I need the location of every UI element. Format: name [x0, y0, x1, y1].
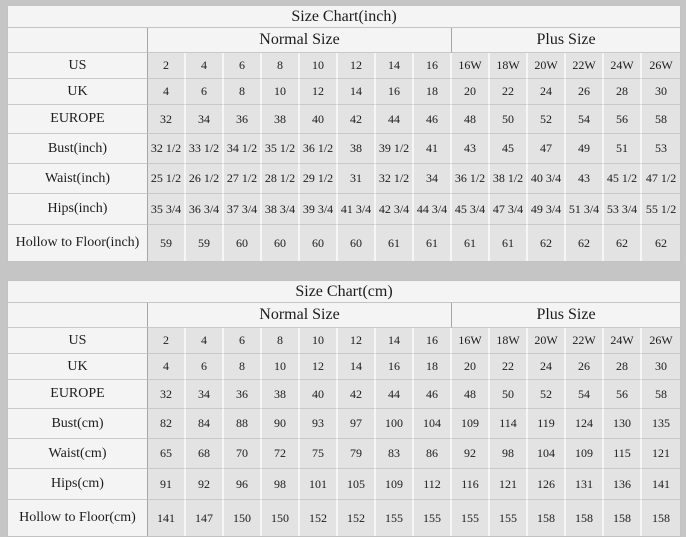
size-cell: 62	[566, 225, 604, 261]
size-cell: 20	[452, 79, 490, 105]
corner-cell	[8, 28, 148, 53]
size-cell: 79	[338, 439, 376, 469]
size-cell: 97	[338, 409, 376, 439]
size-cell: 39 1/2	[376, 134, 414, 164]
size-cell: 96	[224, 469, 262, 500]
size-cell: 20W	[528, 328, 566, 354]
size-cell: 152	[338, 500, 376, 536]
size-cell: 155	[452, 500, 490, 536]
size-cell: 136	[604, 469, 642, 500]
size-cell: 124	[566, 409, 604, 439]
size-cell: 52	[528, 105, 566, 134]
table-row	[8, 194, 680, 225]
table-row	[8, 500, 680, 536]
size-cell: 24	[528, 79, 566, 105]
size-cell: 41	[414, 134, 452, 164]
size-cell: 54	[566, 380, 604, 409]
size-cell: 105	[338, 469, 376, 500]
size-cell: 61	[452, 225, 490, 261]
normal-size-header: Normal Size	[148, 28, 452, 53]
size-cell: 34	[186, 105, 224, 134]
size-cell: 121	[490, 469, 528, 500]
size-cell: 82	[148, 409, 186, 439]
corner-cell	[8, 303, 148, 328]
size-cell: 35 3/4	[148, 194, 186, 225]
size-cell: 43	[566, 164, 604, 194]
size-cell: 6	[186, 79, 224, 105]
size-cell: 26	[566, 354, 604, 380]
size-cell: 56	[604, 380, 642, 409]
size-cell: 90	[262, 409, 300, 439]
size-cell: 92	[452, 439, 490, 469]
plus-size-header: Plus Size	[452, 28, 680, 53]
row-label: Waist(inch)	[8, 164, 148, 194]
size-cell: 45 3/4	[452, 194, 490, 225]
size-cell: 60	[262, 225, 300, 261]
size-cell: 40	[300, 380, 338, 409]
size-cell: 121	[642, 439, 680, 469]
size-cell: 116	[452, 469, 490, 500]
table-title-row	[8, 281, 680, 303]
size-cell: 46	[414, 105, 452, 134]
table-row	[8, 164, 680, 194]
size-cell: 8	[224, 354, 262, 380]
size-cell: 92	[186, 469, 224, 500]
size-cell: 61	[490, 225, 528, 261]
size-cell: 44	[376, 105, 414, 134]
size-cell: 24	[528, 354, 566, 380]
size-cell: 22W	[566, 53, 604, 79]
size-cell: 75	[300, 439, 338, 469]
size-cell: 126	[528, 469, 566, 500]
size-cell: 16W	[452, 328, 490, 354]
size-cell: 36	[224, 380, 262, 409]
size-cell: 158	[642, 500, 680, 536]
size-cell: 33 1/2	[186, 134, 224, 164]
size-cell: 14	[376, 53, 414, 79]
size-cell: 16	[414, 53, 452, 79]
size-cell: 43	[452, 134, 490, 164]
size-cell: 45	[490, 134, 528, 164]
size-cell: 155	[414, 500, 452, 536]
size-cell: 44 3/4	[414, 194, 452, 225]
size-cell: 12	[338, 328, 376, 354]
size-cell: 32	[148, 105, 186, 134]
size-cell: 6	[186, 354, 224, 380]
size-cell: 58	[642, 105, 680, 134]
size-cell: 50	[490, 105, 528, 134]
size-cell: 56	[604, 105, 642, 134]
size-cell: 42 3/4	[376, 194, 414, 225]
size-cell: 12	[338, 53, 376, 79]
size-cell: 29 1/2	[300, 164, 338, 194]
size-cell: 18	[414, 79, 452, 105]
table-title-row	[8, 6, 680, 28]
table-row	[8, 469, 680, 500]
size-cell: 61	[414, 225, 452, 261]
size-cell: 150	[262, 500, 300, 536]
size-cell: 155	[490, 500, 528, 536]
size-cell: 12	[300, 354, 338, 380]
size-cell: 8	[262, 328, 300, 354]
size-cell: 114	[490, 409, 528, 439]
size-cell: 98	[262, 469, 300, 500]
size-cell: 46	[414, 380, 452, 409]
size-cell: 38 1/2	[490, 164, 528, 194]
size-cell: 158	[566, 500, 604, 536]
size-cell: 51	[604, 134, 642, 164]
size-cell: 38	[262, 380, 300, 409]
row-label: Hips(cm)	[8, 469, 148, 500]
plus-size-header: Plus Size	[452, 303, 680, 328]
size-cell: 104	[528, 439, 566, 469]
size-cell: 51 3/4	[566, 194, 604, 225]
size-cell: 60	[300, 225, 338, 261]
size-cell: 4	[148, 79, 186, 105]
table-row	[8, 134, 680, 164]
size-cell: 41 3/4	[338, 194, 376, 225]
size-cell: 8	[224, 79, 262, 105]
normal-size-header: Normal Size	[148, 303, 452, 328]
size-cell: 38 3/4	[262, 194, 300, 225]
row-label: Waist(cm)	[8, 439, 148, 469]
row-label: UK	[8, 79, 148, 105]
table-row	[8, 225, 680, 261]
size-cell: 91	[148, 469, 186, 500]
size-cell: 18	[414, 354, 452, 380]
size-cell: 72	[262, 439, 300, 469]
size-cell: 30	[642, 354, 680, 380]
size-chart-cm-table	[7, 280, 681, 537]
row-label: Hollow to Floor(inch)	[8, 225, 148, 261]
size-cell: 109	[376, 469, 414, 500]
size-cell: 131	[566, 469, 604, 500]
size-cell: 115	[604, 439, 642, 469]
size-cell: 109	[566, 439, 604, 469]
size-cell: 60	[338, 225, 376, 261]
size-cell: 39 3/4	[300, 194, 338, 225]
size-cell: 22	[490, 79, 528, 105]
size-cell: 48	[452, 380, 490, 409]
table-row	[8, 328, 680, 354]
size-cell: 35 1/2	[262, 134, 300, 164]
size-cell: 65	[148, 439, 186, 469]
size-cell: 152	[300, 500, 338, 536]
size-cell: 26W	[642, 53, 680, 79]
size-cell: 20W	[528, 53, 566, 79]
size-cell: 4	[186, 328, 224, 354]
size-cell: 47 1/2	[642, 164, 680, 194]
size-cell: 47 3/4	[490, 194, 528, 225]
size-cell: 101	[300, 469, 338, 500]
size-cell: 147	[186, 500, 224, 536]
size-cell: 50	[490, 380, 528, 409]
size-cell: 155	[376, 500, 414, 536]
row-label: Hips(inch)	[8, 194, 148, 225]
table-row	[8, 380, 680, 409]
size-cell: 16	[414, 328, 452, 354]
size-cell: 26 1/2	[186, 164, 224, 194]
size-cell: 25 1/2	[148, 164, 186, 194]
table-row	[8, 409, 680, 439]
size-cell: 70	[224, 439, 262, 469]
size-cell: 53	[642, 134, 680, 164]
row-label: Hollow to Floor(cm)	[8, 500, 148, 536]
size-cell: 49 3/4	[528, 194, 566, 225]
size-cell: 30	[642, 79, 680, 105]
size-group-header-row	[8, 28, 680, 53]
row-label: EUROPE	[8, 380, 148, 409]
size-cell: 93	[300, 409, 338, 439]
size-cell: 16	[376, 354, 414, 380]
size-cell: 135	[642, 409, 680, 439]
size-cell: 68	[186, 439, 224, 469]
size-cell: 36 1/2	[300, 134, 338, 164]
table-row	[8, 79, 680, 105]
size-cell: 36 1/2	[452, 164, 490, 194]
size-cell: 32	[148, 380, 186, 409]
size-cell: 18W	[490, 328, 528, 354]
size-cell: 27 1/2	[224, 164, 262, 194]
size-cell: 45 1/2	[604, 164, 642, 194]
size-cell: 22W	[566, 328, 604, 354]
size-cell: 22	[490, 354, 528, 380]
size-cell: 20	[452, 354, 490, 380]
size-cell: 2	[148, 328, 186, 354]
size-cell: 62	[528, 225, 566, 261]
size-cell: 32 1/2	[376, 164, 414, 194]
size-cell: 83	[376, 439, 414, 469]
row-label: US	[8, 328, 148, 354]
size-cell: 53 3/4	[604, 194, 642, 225]
size-cell: 28	[604, 354, 642, 380]
size-cell: 31	[338, 164, 376, 194]
size-cell: 130	[604, 409, 642, 439]
size-cell: 6	[224, 328, 262, 354]
size-cell: 141	[148, 500, 186, 536]
size-cell: 38	[262, 105, 300, 134]
size-cell: 42	[338, 105, 376, 134]
size-cell: 37 3/4	[224, 194, 262, 225]
size-cell: 47	[528, 134, 566, 164]
row-label: UK	[8, 354, 148, 380]
size-cell: 10	[300, 328, 338, 354]
row-label: Bust(inch)	[8, 134, 148, 164]
size-cell: 58	[642, 380, 680, 409]
size-cell: 10	[262, 79, 300, 105]
row-label: Bust(cm)	[8, 409, 148, 439]
size-cell: 38	[338, 134, 376, 164]
size-cell: 14	[338, 354, 376, 380]
size-cell: 104	[414, 409, 452, 439]
size-cell: 158	[528, 500, 566, 536]
size-cell: 14	[376, 328, 414, 354]
size-cell: 4	[186, 53, 224, 79]
size-cell: 60	[224, 225, 262, 261]
row-label: US	[8, 53, 148, 79]
size-cell: 14	[338, 79, 376, 105]
size-cell: 98	[490, 439, 528, 469]
size-cell: 61	[376, 225, 414, 261]
size-cell: 59	[148, 225, 186, 261]
size-cell: 34	[186, 380, 224, 409]
size-cell: 42	[338, 380, 376, 409]
table-row	[8, 53, 680, 79]
size-cell: 112	[414, 469, 452, 500]
size-cell: 86	[414, 439, 452, 469]
size-cell: 2	[148, 53, 186, 79]
table-title: Size Chart(inch)	[8, 6, 680, 28]
size-cell: 24W	[604, 53, 642, 79]
size-cell: 34 1/2	[224, 134, 262, 164]
table-row	[8, 354, 680, 380]
size-cell: 48	[452, 105, 490, 134]
size-cell: 26	[566, 79, 604, 105]
size-cell: 24W	[604, 328, 642, 354]
size-cell: 10	[262, 354, 300, 380]
table-row	[8, 105, 680, 134]
size-cell: 34	[414, 164, 452, 194]
size-cell: 16W	[452, 53, 490, 79]
size-cell: 62	[642, 225, 680, 261]
size-cell: 18W	[490, 53, 528, 79]
table-row	[8, 439, 680, 469]
size-cell: 8	[262, 53, 300, 79]
size-cell: 150	[224, 500, 262, 536]
size-group-header-row	[8, 303, 680, 328]
size-cell: 32 1/2	[148, 134, 186, 164]
size-cell: 109	[452, 409, 490, 439]
size-cell: 158	[604, 500, 642, 536]
size-cell: 54	[566, 105, 604, 134]
size-cell: 28	[604, 79, 642, 105]
size-cell: 16	[376, 79, 414, 105]
size-cell: 10	[300, 53, 338, 79]
size-cell: 84	[186, 409, 224, 439]
table-title: Size Chart(cm)	[8, 281, 680, 303]
size-cell: 6	[224, 53, 262, 79]
size-cell: 4	[148, 354, 186, 380]
size-cell: 26W	[642, 328, 680, 354]
size-cell: 49	[566, 134, 604, 164]
size-cell: 36 3/4	[186, 194, 224, 225]
size-cell: 88	[224, 409, 262, 439]
size-chart-inch-table	[7, 5, 681, 262]
size-cell: 44	[376, 380, 414, 409]
size-cell: 52	[528, 380, 566, 409]
size-cell: 55 1/2	[642, 194, 680, 225]
size-cell: 100	[376, 409, 414, 439]
size-cell: 141	[642, 469, 680, 500]
size-cell: 28 1/2	[262, 164, 300, 194]
size-cell: 12	[300, 79, 338, 105]
size-cell: 119	[528, 409, 566, 439]
size-cell: 59	[186, 225, 224, 261]
row-label: EUROPE	[8, 105, 148, 134]
size-cell: 40 3/4	[528, 164, 566, 194]
size-cell: 62	[604, 225, 642, 261]
size-cell: 36	[224, 105, 262, 134]
size-cell: 40	[300, 105, 338, 134]
